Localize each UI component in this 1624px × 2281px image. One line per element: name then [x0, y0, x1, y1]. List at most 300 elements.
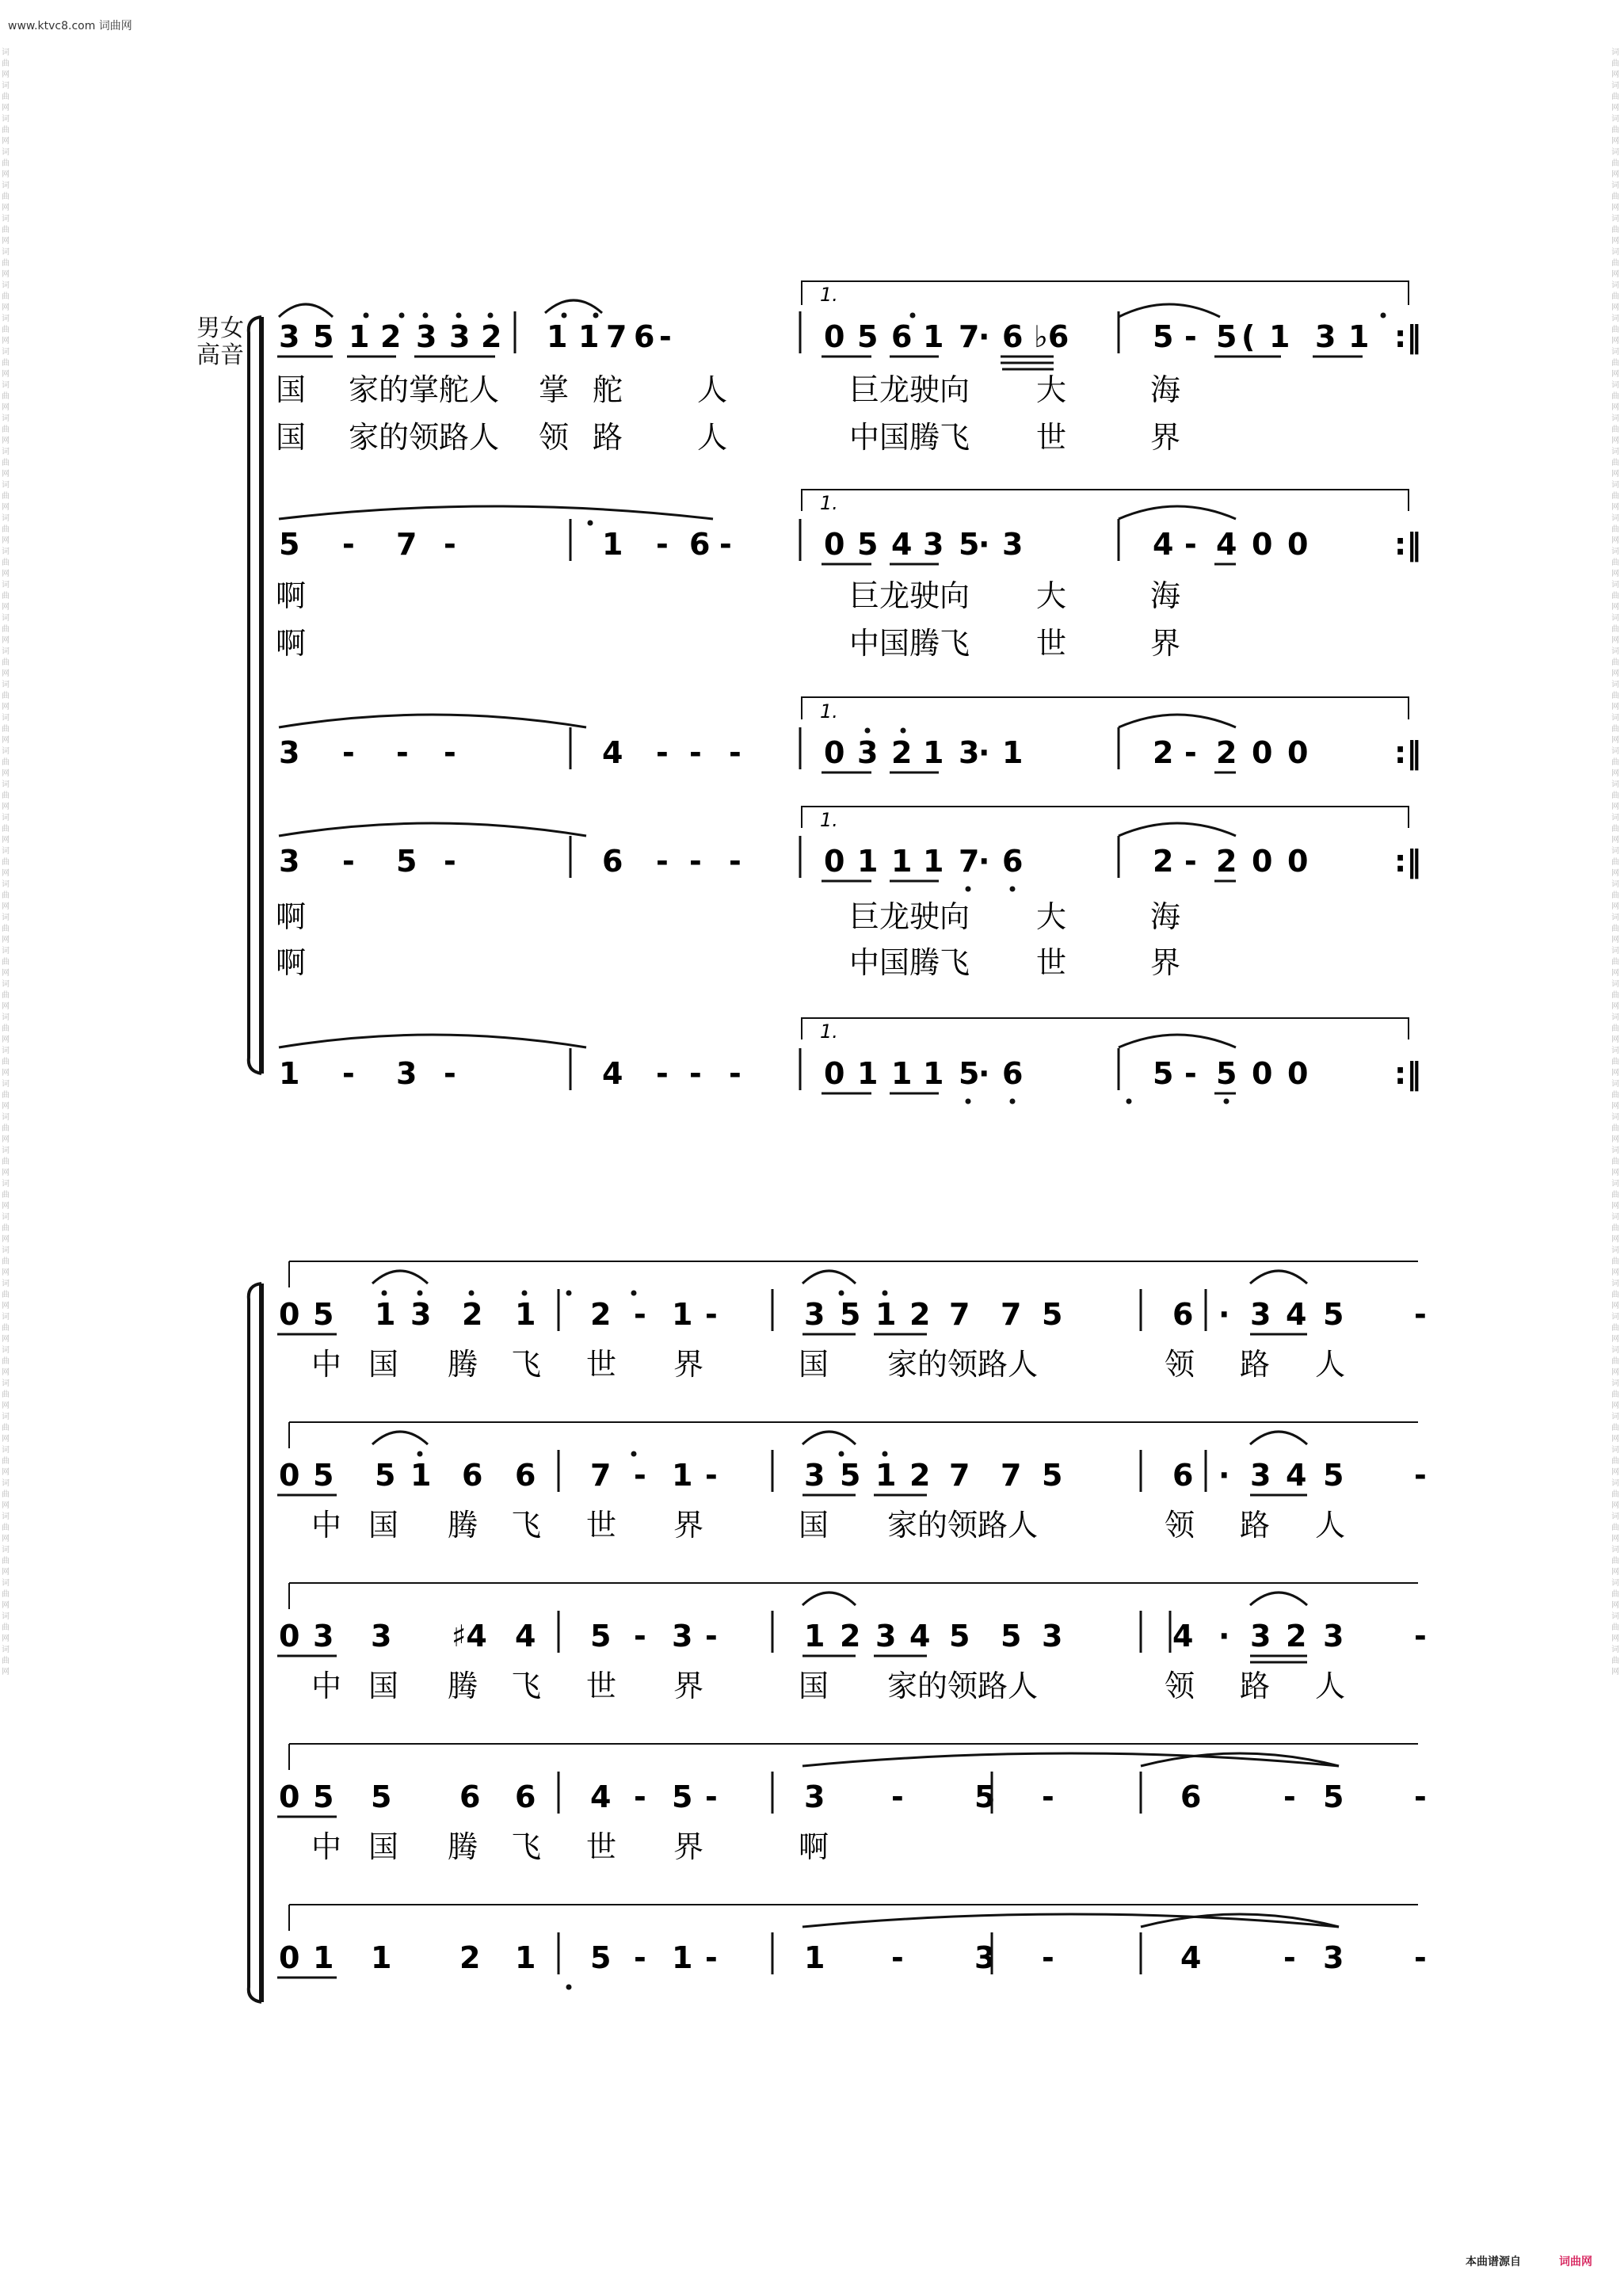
system1-row-4-notes: [279, 836, 1421, 879]
note: -: [729, 1056, 741, 1091]
lyric: 家的领路人: [349, 420, 500, 455]
note: 2: [459, 1940, 481, 1975]
system2-row-3-notes: [279, 1611, 1427, 1654]
lyric: 啊: [276, 899, 307, 934]
volta-label: 1.: [820, 492, 838, 514]
note: 5: [840, 1458, 861, 1493]
note: 5: [1323, 1458, 1344, 1493]
note: 0: [279, 1458, 300, 1493]
note: 5: [1216, 319, 1237, 354]
lyric: 家的领路人: [887, 1669, 1039, 1703]
note: 3: [1002, 527, 1024, 562]
note: -: [705, 1619, 718, 1654]
slur: [802, 1271, 856, 1284]
note: 5: [279, 527, 300, 562]
note: 3: [959, 735, 980, 770]
note: 3: [396, 1056, 417, 1091]
slur: [372, 1271, 428, 1284]
note: 0: [824, 319, 845, 354]
note: 4: [590, 1779, 612, 1814]
note: 6: [1002, 844, 1024, 879]
octave-dot: [456, 313, 462, 319]
octave-dot: [423, 313, 429, 319]
note: -: [1042, 1779, 1054, 1814]
part-label-line-2: 高音: [196, 341, 244, 369]
note: 5: [590, 1619, 612, 1654]
note: 6: [891, 319, 913, 354]
note: 1: [804, 1619, 825, 1654]
octave-dot: [839, 1451, 844, 1457]
note: -: [1283, 1779, 1296, 1814]
note: -: [656, 735, 669, 770]
note: -: [729, 844, 741, 879]
lyric: 国: [799, 1669, 829, 1703]
note: 3: [875, 1619, 897, 1654]
system2-row-5-notes: [279, 1932, 1427, 1975]
octave-dot: [417, 1451, 423, 1457]
note: 3: [1042, 1619, 1063, 1654]
note: ♯4: [452, 1619, 487, 1654]
note: :‖: [1394, 319, 1422, 354]
note: 5: [313, 1779, 334, 1814]
note: ·: [1218, 1297, 1230, 1332]
lyric: 国: [368, 1508, 399, 1543]
system2-row-4-notes: [279, 1772, 1427, 1814]
note: 1: [672, 1297, 693, 1332]
note: 0: [279, 1940, 300, 1975]
note: 5: [1323, 1297, 1344, 1332]
lyric: 国: [368, 1829, 399, 1864]
slur: [802, 1432, 856, 1444]
side-watermark-right: 词曲网词曲网词曲网词曲网词曲网词曲网词曲网词曲网词曲网词曲网词曲网词曲网词曲网词曲网词曲网词曲网词曲网词曲网词曲网词曲网词曲网词曲网词曲网词曲网词曲网词曲网词曲网词曲网词曲网词曲网词曲网词曲网词曲网词曲网词曲网词曲网词曲网词曲网词曲网词曲网词曲网词曲网词曲网词曲网词曲网词曲网词曲网词曲网词曲网: [1611, 48, 1619, 1676]
note: 6: [459, 1779, 481, 1814]
lyric: 飞: [511, 1829, 542, 1864]
note: -: [891, 1779, 904, 1814]
octave-dot: [1224, 1099, 1229, 1104]
note: 5: [1323, 1779, 1344, 1814]
octave-dot: [839, 1291, 844, 1296]
lyric: 家的掌舵人: [349, 372, 500, 407]
note: -: [656, 1056, 669, 1091]
slur: [802, 1753, 1339, 1766]
note: -: [656, 844, 669, 879]
lyric: 人: [1315, 1669, 1346, 1703]
note: -: [689, 1056, 702, 1091]
lyric: 领: [1165, 1347, 1195, 1382]
note: 2: [380, 319, 402, 354]
note: 3: [804, 1779, 825, 1814]
note: 3: [804, 1297, 825, 1332]
note: ·: [1218, 1619, 1230, 1654]
lyric: 领: [1165, 1669, 1195, 1703]
note: -: [689, 844, 702, 879]
note: 2: [909, 1458, 931, 1493]
slur: [279, 823, 586, 836]
octave-dot: [1381, 313, 1386, 319]
note: 1: [672, 1940, 693, 1975]
octave-dot: [1010, 1099, 1016, 1104]
lyric: 人: [1315, 1347, 1346, 1382]
note: -: [634, 1458, 646, 1493]
note: 5: [1042, 1458, 1063, 1493]
note: 5: [672, 1779, 693, 1814]
octave-dot: [399, 313, 405, 319]
note: 1: [857, 1056, 879, 1091]
note: 2: [1286, 1619, 1307, 1654]
note: 6: [1172, 1297, 1194, 1332]
note: 0: [824, 735, 845, 770]
note: 3: [279, 319, 300, 354]
note: 7: [959, 844, 980, 879]
lyric: 啊: [276, 578, 307, 613]
lyric: 界: [673, 1347, 704, 1382]
note: 0: [1252, 1056, 1273, 1091]
note: 4: [515, 1619, 536, 1654]
note: ·: [978, 527, 990, 562]
note: 1: [371, 1940, 392, 1975]
lyric: 领: [539, 420, 570, 455]
note: 0: [279, 1297, 300, 1332]
slur: [802, 1914, 1339, 1927]
note: 3: [313, 1619, 334, 1654]
note: 1: [1348, 319, 1370, 354]
note: 1: [515, 1940, 536, 1975]
note: 5: [1001, 1619, 1022, 1654]
note: 2: [1216, 844, 1237, 879]
system2-row-1-notes: [279, 1289, 1427, 1332]
note: -: [396, 735, 409, 770]
note: -: [444, 844, 456, 879]
note: 4: [909, 1619, 931, 1654]
octave-dot: [865, 728, 871, 734]
note: -: [1184, 844, 1197, 879]
note: -: [659, 319, 672, 354]
lyric: 世: [586, 1508, 617, 1543]
note: -: [729, 735, 741, 770]
octave-dot: [566, 1291, 572, 1296]
slur: [1119, 304, 1220, 317]
lyric: 大: [1036, 899, 1067, 934]
note: (: [1241, 319, 1256, 354]
note: -: [444, 527, 456, 562]
note: -: [705, 1940, 718, 1975]
slur: [279, 715, 586, 727]
note: -: [634, 1619, 646, 1654]
note: :‖: [1394, 1056, 1422, 1091]
note: 4: [1153, 527, 1174, 562]
note: 1: [349, 319, 370, 354]
octave-dot: [910, 313, 916, 319]
system1-row-3-notes: [279, 727, 1421, 771]
note: 2: [1153, 844, 1174, 879]
note: 1: [1002, 735, 1024, 770]
note: 5: [590, 1940, 612, 1975]
note: 3: [1250, 1458, 1271, 1493]
lyric: 腾: [448, 1508, 478, 1543]
lyric: 海: [1150, 899, 1181, 934]
slur: [1119, 715, 1236, 727]
note: 5: [1153, 1056, 1174, 1091]
note: 1: [515, 1297, 536, 1332]
note: -: [444, 735, 456, 770]
note: 1: [923, 1056, 944, 1091]
lyric: 界: [1150, 626, 1181, 661]
lyric: 国: [368, 1669, 399, 1703]
note: 0: [824, 844, 845, 879]
part-label-line-1: 男女: [196, 315, 244, 342]
lyric: 世: [586, 1829, 617, 1864]
note: 5: [371, 1779, 392, 1814]
note: 4: [1216, 527, 1237, 562]
note: 6: [515, 1779, 536, 1814]
note: 0: [279, 1779, 300, 1814]
note: 3: [974, 1940, 996, 1975]
note: 1: [313, 1940, 334, 1975]
volta-label: 1.: [820, 700, 838, 723]
note: 2: [590, 1297, 612, 1332]
note: -: [342, 527, 355, 562]
lyric: 路: [1240, 1669, 1271, 1703]
note: 1: [672, 1458, 693, 1493]
lyric: 国: [799, 1347, 829, 1382]
note: 3: [279, 844, 300, 879]
lyric: 大: [1036, 372, 1067, 407]
lyric: 大: [1036, 578, 1067, 613]
note: -: [1414, 1619, 1427, 1654]
note: 1: [891, 1056, 913, 1091]
note: 1: [602, 527, 623, 562]
note: 1: [875, 1458, 897, 1493]
note: -: [342, 844, 355, 879]
note: 4: [1172, 1619, 1194, 1654]
note: -: [1184, 527, 1197, 562]
note: 5: [313, 319, 334, 354]
note: 1: [923, 735, 944, 770]
note: 5: [857, 527, 879, 562]
note: 5: [1042, 1297, 1063, 1332]
lyric: 巨龙驶向: [849, 899, 970, 934]
note: 3: [410, 1297, 432, 1332]
note: 2: [909, 1297, 931, 1332]
note: 7: [949, 1297, 970, 1332]
note: 3: [1250, 1619, 1271, 1654]
header-url: www.ktvc8.com 词曲网: [8, 20, 132, 32]
note: 4: [891, 527, 913, 562]
volta-label: 1.: [820, 1020, 838, 1043]
note: 1: [923, 844, 944, 879]
octave-dot: [417, 1291, 423, 1296]
note: 6: [515, 1458, 536, 1493]
note: 1: [279, 1056, 300, 1091]
slur: [1119, 1035, 1236, 1047]
octave-dot: [593, 313, 599, 319]
note: -: [1184, 735, 1197, 770]
note: 2: [462, 1297, 483, 1332]
slur: [372, 1432, 428, 1444]
note: 1: [1269, 319, 1290, 354]
note: 6: [602, 844, 623, 879]
lyric: 飞: [511, 1347, 542, 1382]
note: 1: [804, 1940, 825, 1975]
lyric: 界: [673, 1508, 704, 1543]
lyric: 腾: [448, 1669, 478, 1703]
lyric: 啊: [276, 626, 307, 661]
note: -: [656, 527, 669, 562]
note: 6: [1002, 1056, 1024, 1091]
lyric: 腾: [448, 1347, 478, 1382]
lyric: 啊: [276, 945, 307, 980]
volta-label: 1.: [820, 809, 838, 831]
note: 1: [547, 319, 568, 354]
slur: [279, 506, 713, 519]
note: :‖: [1394, 844, 1422, 879]
lyric: 啊: [799, 1829, 829, 1864]
note: -: [1042, 1940, 1054, 1975]
note: 0: [1287, 735, 1309, 770]
note: 7: [396, 527, 417, 562]
note: -: [1414, 1297, 1427, 1332]
note: ·: [978, 844, 990, 879]
note: 6: [462, 1458, 483, 1493]
lyric: 人: [697, 372, 728, 407]
note: -: [634, 1297, 646, 1332]
note: 5: [375, 1458, 396, 1493]
note: 1: [375, 1297, 396, 1332]
lyric: 界: [1150, 420, 1181, 455]
note: -: [1414, 1458, 1427, 1493]
lyric: 路: [593, 420, 623, 455]
note: -: [705, 1458, 718, 1493]
note: 0: [1287, 527, 1309, 562]
note: 5: [313, 1458, 334, 1493]
system2-brace: [249, 1284, 261, 2002]
note: 4: [602, 1056, 623, 1091]
footer-logo: 词曲网: [1559, 2256, 1592, 2268]
slur: [279, 1035, 586, 1047]
lyric: 海: [1150, 372, 1181, 407]
note: 0: [824, 1056, 845, 1091]
note: 4: [1286, 1458, 1307, 1493]
octave-dot: [562, 313, 567, 319]
lyric: 家的领路人: [887, 1508, 1039, 1543]
note: 0: [1252, 527, 1273, 562]
note: 3: [923, 527, 944, 562]
lyric: 飞: [511, 1508, 542, 1543]
octave-dot: [966, 1099, 971, 1104]
lyric: 国: [276, 372, 307, 407]
octave-dot: [522, 1291, 528, 1296]
lyric: 世: [586, 1669, 617, 1703]
note: 3: [449, 319, 471, 354]
note: 5: [974, 1779, 996, 1814]
note: 5: [1153, 319, 1174, 354]
note: 6: [634, 319, 655, 354]
system1-row-1-notes: [279, 311, 1421, 355]
octave-dot: [566, 1985, 572, 1990]
side-watermark-left: 词曲网词曲网词曲网词曲网词曲网词曲网词曲网词曲网词曲网词曲网词曲网词曲网词曲网词曲网词曲网词曲网词曲网词曲网词曲网词曲网词曲网词曲网词曲网词曲网词曲网词曲网词曲网词曲网词曲网词曲网词曲网词曲网词曲网词曲网词曲网词曲网词曲网词曲网词曲网词曲网词曲网词曲网词曲网词曲网词曲网词曲网词曲网词曲网词曲网: [2, 48, 10, 1676]
note: 4: [1180, 1940, 1202, 1975]
lyric: 领: [1165, 1508, 1195, 1543]
slur: [1250, 1593, 1307, 1605]
note: 0: [1287, 1056, 1309, 1091]
octave-dot: [382, 1291, 387, 1296]
lyric: 中国腾飞: [849, 626, 970, 661]
lyric: 世: [1036, 626, 1067, 661]
lyric: 中国腾飞: [849, 945, 970, 980]
note: 5: [396, 844, 417, 879]
note: 0: [1252, 844, 1273, 879]
volta-label: 1.: [820, 284, 838, 306]
note: :‖: [1394, 527, 1422, 562]
lyric: 世: [586, 1347, 617, 1382]
lyric: 界: [673, 1669, 704, 1703]
octave-dot: [631, 1451, 637, 1457]
note: ·: [978, 735, 990, 770]
slur: [1250, 1432, 1307, 1444]
note: -: [342, 735, 355, 770]
note: -: [634, 1779, 646, 1814]
lyric: 海: [1150, 578, 1181, 613]
lyric: 家的领路人: [887, 1347, 1039, 1382]
note: 1: [857, 844, 879, 879]
note: 2: [840, 1619, 861, 1654]
note: 5: [1216, 1056, 1237, 1091]
note: 5: [949, 1619, 970, 1654]
lyric: 中: [311, 1829, 342, 1864]
note: 2: [1153, 735, 1174, 770]
lyric: 世: [1036, 945, 1067, 980]
octave-dot: [1127, 1099, 1132, 1104]
note: 1: [410, 1458, 432, 1493]
slur: [1250, 1271, 1307, 1284]
slur: [1119, 506, 1236, 519]
note: 2: [1216, 735, 1237, 770]
note: -: [719, 527, 732, 562]
note: -: [634, 1940, 646, 1975]
slur: [1119, 823, 1236, 836]
note: 1: [923, 319, 944, 354]
note: :‖: [1394, 735, 1422, 770]
octave-dot: [588, 521, 593, 526]
note: -: [1283, 1940, 1296, 1975]
note: 3: [371, 1619, 392, 1654]
note: 0: [1252, 735, 1273, 770]
lyric: 国: [799, 1508, 829, 1543]
note: ·: [978, 319, 990, 354]
system1-row-5-notes: [279, 1048, 1421, 1092]
note: 5: [857, 319, 879, 354]
lyric: 舵: [593, 372, 623, 407]
note: -: [1414, 1940, 1427, 1975]
note: 5: [840, 1297, 861, 1332]
note: -: [689, 735, 702, 770]
lyric: 界: [673, 1829, 704, 1864]
note: -: [1414, 1779, 1427, 1814]
lyric: 路: [1240, 1347, 1271, 1382]
note: 7: [606, 319, 627, 354]
note: 2: [481, 319, 502, 354]
note: 1: [891, 844, 913, 879]
note: 3: [1315, 319, 1336, 354]
lyric: 巨龙驶向: [849, 372, 970, 407]
lyric: 人: [697, 420, 728, 455]
note: 3: [416, 319, 437, 354]
note: -: [1184, 319, 1197, 354]
note: 3: [1323, 1940, 1344, 1975]
footer-source: 本曲谱源自: [1466, 2256, 1521, 2268]
octave-dot: [883, 1451, 888, 1457]
note: 3: [1250, 1297, 1271, 1332]
